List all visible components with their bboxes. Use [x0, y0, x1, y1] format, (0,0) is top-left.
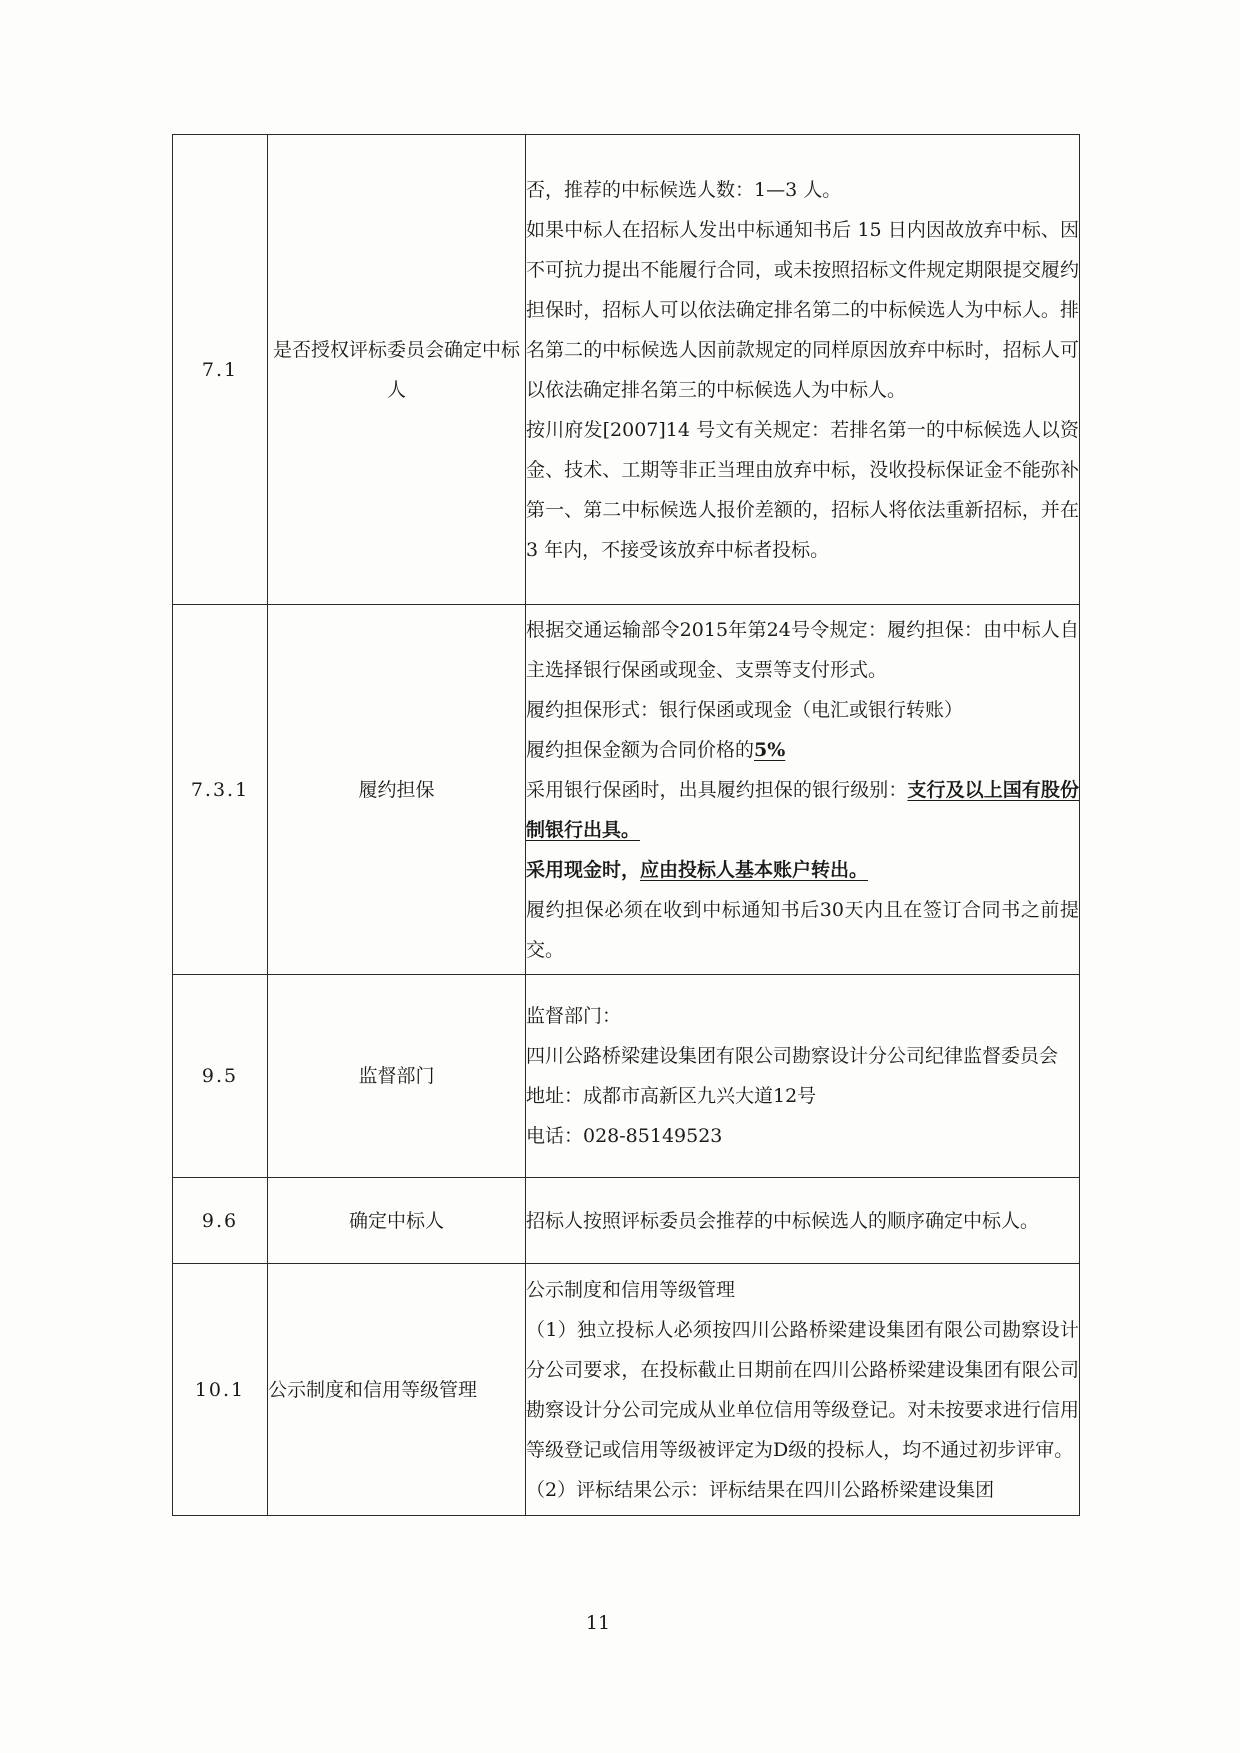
content-text: 履约担保金额为合同价格的 — [526, 738, 755, 761]
content-paragraph: 地址：成都市高新区九兴大道12号 — [526, 1085, 817, 1107]
bid-data-table — [172, 134, 1080, 1516]
content-paragraph: 根据交通运输部令2015年第24号令规定：履约担保：由中标人自主选择银行保函或现金、支票等支付形式。 — [526, 618, 1079, 681]
table-row — [173, 605, 1080, 975]
clause-item: 公示制度和信用等级管理 — [268, 1264, 526, 1516]
table-row — [173, 975, 1080, 1178]
clause-content — [526, 135, 1080, 605]
table-row — [173, 135, 1080, 605]
content-paragraph: （1）独立投标人必须按四川公路桥梁建设集团有限公司勘察设计分公司要求，在投标截止日期前在四川公路桥梁建设集团有限公司勘察设计分公司完成从业单位信用等级登记。对未按要求进行信用等级登记或信用等级被评定为D级的投标人，均不通过初步评审。 — [526, 1318, 1079, 1461]
clause-number: 9.5 — [173, 975, 268, 1178]
clause-item: 确定中标人 — [268, 1178, 526, 1264]
content-paragraph — [526, 730, 1079, 770]
content-paragraph: 四川公路桥梁建设集团有限公司勘察设计分公司纪律监督委员会 — [526, 1045, 1059, 1067]
content-paragraph: （2）评标结果公示：评标结果在四川公路桥梁建设集团 — [526, 1478, 995, 1501]
content-paragraph: 如果中标人在招标人发出中标通知书后 15 日内因故放弃中标、因不可抗力提出不能履行合同，或未按照招标文件规定期限提交履约担保时，招标人可以依法确定排名第二的中标候选人为中标人。排名第二的中标候选人因前款规定的同样原因放弃中标时，招标人可以依法确定排名第三的中标候选人为中标人。 — [526, 218, 1079, 401]
content-paragraph: 否，推荐的中标候选人数：1—3 人。 — [526, 178, 842, 201]
clause-content — [526, 1264, 1080, 1516]
content-paragraph: 履约担保必须在收到中标通知书后30天内且在签订合同书之前提交。 — [526, 898, 1079, 961]
content-paragraph — [526, 850, 1079, 890]
clause-item: 是否授权评标委员会确定中标人 — [268, 135, 526, 605]
emphasized-value: 应由投标人基本账户转出。 — [640, 858, 869, 881]
emphasized-value: 支行及以上国有股份制银行出具。 — [526, 778, 1079, 841]
content-paragraph: 按川府发[2007]14 号文有关规定：若排名第一的中标候选人以资金、技术、工期等非正当理由放弃中标，没收投标保证金不能弥补第一、第二中标候选人报价差额的，招标人将依法重新招标，并在 3 年内，不接受该放弃中标者投标。 — [526, 418, 1079, 561]
clause-number: 7.1 — [173, 135, 268, 605]
clause-content — [526, 1178, 1080, 1264]
content-paragraph: 电话：028-85149523 — [526, 1125, 723, 1147]
table-row — [173, 1264, 1080, 1516]
clause-item: 监督部门 — [268, 975, 526, 1178]
clause-number: 7.3.1 — [173, 605, 268, 975]
clause-item: 履约担保 — [268, 605, 526, 975]
clause-content — [526, 975, 1080, 1178]
content-paragraph: 公示制度和信用等级管理 — [526, 1278, 736, 1301]
clause-number: 10.1 — [173, 1264, 268, 1516]
content-text: 采用银行保函时，出具履约担保的银行级别： — [526, 778, 908, 801]
content-paragraph — [526, 770, 1079, 850]
content-paragraph: 招标人按照评标委员会推荐的中标候选人的顺序确定中标人。 — [526, 1209, 1040, 1232]
content-paragraph: 履约担保形式：银行保函或现金（电汇或银行转账） — [526, 698, 964, 721]
clause-number: 9.6 — [173, 1178, 268, 1264]
content-paragraph: 监督部门： — [526, 1005, 622, 1027]
emphasized-text: 采用现金时， — [526, 858, 641, 881]
clause-content — [526, 605, 1080, 975]
emphasized-value: 5% — [754, 738, 786, 761]
table-row — [173, 1178, 1080, 1264]
page-number: 11 — [585, 1612, 611, 1634]
